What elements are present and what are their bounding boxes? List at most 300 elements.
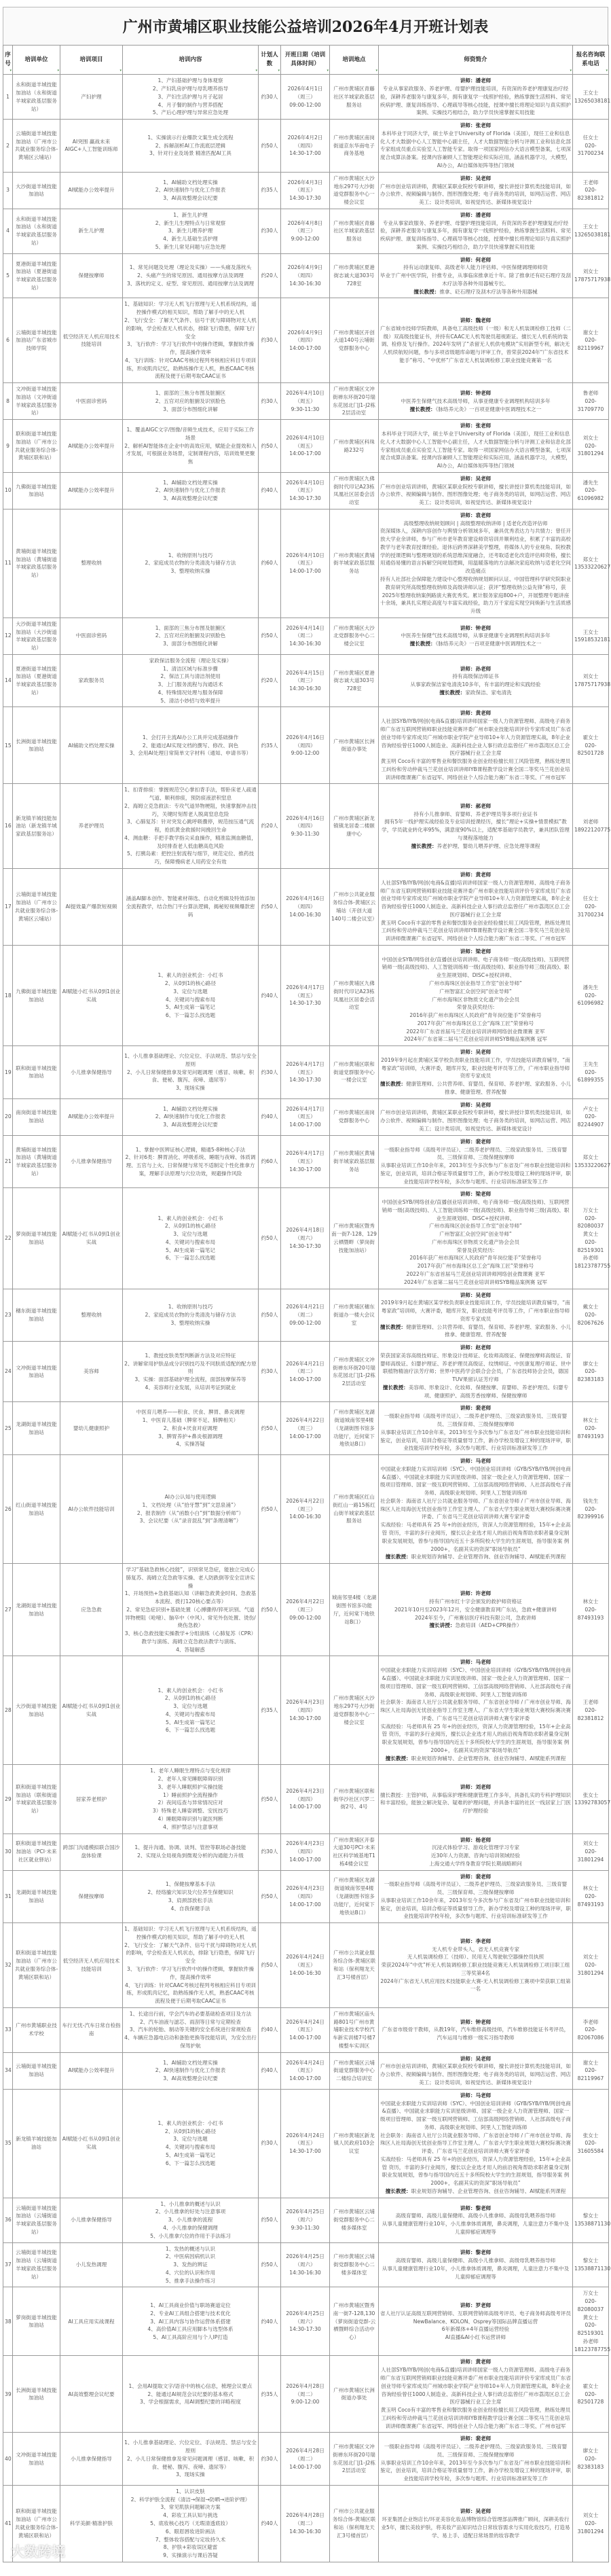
- teacher-bio-line: 省人社厅认证高级互联网营销师、互联网营销师高级考评员、电子商务师高级考评员: [380, 2310, 571, 2316]
- time-range: 14:00-16:30: [289, 1514, 321, 1520]
- training-location: 广州市黄埔区大沙地东297号大沙街道党群服务中心一楼会议室: [333, 1695, 375, 1725]
- content-item: 2、老年人常见睡眠障碍识别: [158, 1776, 223, 1783]
- cell-bio: [379, 1455, 573, 1564]
- cell-count: [259, 2242, 281, 2287]
- filter-dropdown-icon[interactable]: ▾: [57, 68, 59, 73]
- cell-seq: [3, 1289, 13, 1342]
- cell-contact: [573, 2052, 609, 2089]
- cell-contact: [573, 253, 609, 298]
- teacher-bio-line: 2022年广东省首届马兰花创业培训讲师网络创业微课赛 亚军: [406, 1271, 545, 1277]
- content-item: 3、定位与选题: [173, 988, 208, 995]
- cell-contact: [573, 120, 609, 173]
- cell-count: [259, 472, 281, 509]
- content-item: 学习“基础急救核心技能”，识别常见急症，能独立完成心肺复苏、海姆立克急救等实操、老人防跌倒等安全宣讲实操: [126, 1567, 255, 1589]
- teacher-bio-line: 社会职务：海南省人社厅公共就业服务导师、广东省创业导师 / 广州市创业导师、海珠区人社局海创无忧创业指导工作室主理人、广东省大学生职业规划大赛校际赛决赛评委、广东省马兰花创业培训讲师大赛专家评委: [380, 1699, 571, 1721]
- teacher-name: 讲师：裴老师: [460, 2435, 492, 2442]
- contact-line: 林女士: [582, 1598, 599, 1605]
- content-item: 3、心肺复苏：针对突发心跳呼吸骤停，规范按压通气流程，抢抓黄金救援时间挽回生命: [126, 819, 255, 834]
- content-item: 2、讲解常用护肤品成分识别技巧及不同肤质适配的配方原则: [124, 1360, 257, 1375]
- cell-bio: [379, 472, 573, 509]
- training-unit: 龙湖街道羊城技能加油站: [16, 1421, 57, 1435]
- cell-location: [330, 1833, 379, 1870]
- column-header-location[interactable]: [330, 46, 379, 75]
- training-unit: 大沙街道羊城技能加油站: [16, 183, 57, 198]
- weekday: （周四）: [295, 1893, 316, 1899]
- cell-content: [123, 2007, 259, 2052]
- content-item: 6、下一篇怎么找选题: [165, 2160, 216, 2166]
- cell-content: [123, 1564, 259, 1656]
- content-item: 1、素人的创业机会：小红书: [158, 972, 223, 979]
- content-item: 2、小儿日常保健推拿及常见问题调理（感冒、咳嗽、积食、便秘、腹泻、夜啼、遗尿等）: [126, 1069, 255, 1084]
- teacher-name: 讲师：孙老师: [460, 665, 492, 672]
- weekday: （周五）: [295, 992, 316, 999]
- start-date: 2026年4月21日: [286, 1360, 325, 1367]
- cell-location: [330, 509, 379, 618]
- teacher-name: 讲师：马老师: [460, 1659, 492, 1666]
- training-unit: 云埔街道羊城技能加油站（广州市公共就业服务综合体-黄埔区云埔站）: [14, 130, 58, 161]
- column-header-count[interactable]: [259, 46, 281, 75]
- cell-content: [123, 618, 259, 654]
- filter-dropdown-icon[interactable]: ▾: [327, 68, 329, 73]
- contact-line: 张女士: [582, 2132, 599, 2139]
- training-location: 广州市黄埔区新龙镇镇龙居委二楼颐康中心: [333, 815, 375, 838]
- cell-date: [281, 472, 330, 509]
- weekday: （周五）: [295, 187, 316, 194]
- training-unit: 云埔街道羊城技能加油站: [16, 2063, 57, 2078]
- cell-location: [330, 1765, 379, 1833]
- time-range: 14:00-17:00: [289, 450, 321, 457]
- column-header-contact[interactable]: [573, 46, 609, 75]
- training-unit: 大沙街道羊城技能加油站: [16, 1703, 57, 1717]
- training-project: AI赋能小红书从0到1创业实战: [62, 1703, 121, 1717]
- cell-contact: [573, 2242, 609, 2287]
- contact-line: 82501728: [577, 750, 604, 757]
- training-unit: 永和街道羊城技能加油站（永和街道羊城家政基层服务站）: [16, 215, 57, 246]
- cell-seq: [3, 509, 13, 618]
- teacher-name: 讲师：黎老师: [460, 2249, 492, 2256]
- teacher-bio-line: 上海交通大学终身教育学院长期战略顾问: [429, 1860, 522, 1867]
- cell-seq: [3, 2242, 13, 2287]
- filter-dropdown-icon[interactable]: ▾: [570, 68, 572, 73]
- training-location: 广州市黄埔区暨秀南一街7-128,130（萝岗街道党群-云栖暨畔综合活动中心）: [332, 2302, 376, 2341]
- column-header-bio[interactable]: [379, 46, 573, 75]
- teacher-bio-line: 持有运动康复师、高级老年人能力评估师、中医保健调理师师资: [403, 264, 548, 271]
- cell-seq: [3, 472, 13, 509]
- contact-line: 020-: [585, 2067, 597, 2074]
- contact-line: 31801294: [577, 2528, 604, 2535]
- cell-bio: [379, 2485, 573, 2562]
- training-project: 居家养老照护: [75, 1795, 107, 1802]
- table-body: [3, 75, 609, 2562]
- cell-unit: [13, 2007, 60, 2052]
- training-location: 广州市黄埔区庙头路801号广州市黄埔职业技术学校汽车新实训楼7号楼7楼整车实训区: [333, 2010, 375, 2049]
- contact-line: 020-: [585, 442, 597, 449]
- content-item: 1、素人的创业机会：小红书: [158, 1215, 223, 1221]
- cell-date: [281, 1289, 330, 1342]
- training-project: 产妇护理: [81, 93, 102, 100]
- cell-date: [281, 1765, 330, 1833]
- row-number: 37: [5, 2261, 12, 2268]
- teacher-bio-line: 本科毕业于同济大学，硕士毕业于University of Florida（美国），现任工业和信息化人才大数据中心人工智能中心副主任，人才大数据智能分析与评测工业和信息化部专家组成员重点实验室人工智能专家。取得一项国家网信办大语言模型备案，七项深度合成算法备案。授课内容兼顾人工智能理论和实际应用，涵盖机器学习，大模型，AI办公，AI自媒体矩阵等热门领域: [380, 130, 571, 168]
- weekday: （周五）: [295, 1962, 316, 1969]
- content-item: 2、保洁工具与清洁剂使用: [160, 673, 221, 680]
- column-header-label: 培训内容: [179, 56, 202, 63]
- contact-line: 020-: [585, 2026, 597, 2033]
- cell-content: [123, 2242, 259, 2287]
- teacher-bio-line: 毕业于广州中医学院，针推专业，从事临床推拿近十年。除了推拿还有砭石理疗及刮木疗法等各种外用器械专长。: [380, 272, 571, 287]
- cell-location: [330, 1046, 379, 1099]
- teacher-bio-line: 荣誉及获奖经历:: [456, 1247, 495, 1253]
- time-range: 14:30-17:30: [289, 2326, 321, 2333]
- cell-content: [123, 209, 259, 253]
- cell-seq: [3, 784, 13, 869]
- content-item: 4、小儿推拿的保健调理: [163, 2224, 218, 2231]
- planned-count: 约40人: [261, 487, 278, 494]
- cell-count: [259, 618, 281, 654]
- cell-count: [259, 420, 281, 473]
- contact-line: 孙老师: [582, 1255, 599, 1262]
- time-range: 9:30-11:30: [291, 2224, 320, 2231]
- cell-count: [259, 1455, 281, 1564]
- cell-project: [60, 1046, 123, 1099]
- training-unit: 红山街道羊城技能加油站: [16, 1501, 57, 1516]
- contact-line: 82501728: [577, 2399, 604, 2405]
- contact-line: 张女士: [582, 1791, 599, 1798]
- weekday: （周四）: [295, 823, 316, 829]
- training-project: 养老护理员: [78, 823, 105, 829]
- cell-unit: [13, 1656, 60, 1765]
- cell-content: [123, 509, 259, 618]
- table-row: [3, 869, 609, 946]
- teacher-bio-line: 从事职业培训工作10余年来，2013年至今多次参与广东省及广州市职业技能培训和鉴定，创业培训，培训合格证等质量督导工作，新办学校及增设工种的现场评审，职业技能培训学校年检，多次参与题库、行业培训标准研发等工作: [380, 1429, 571, 1452]
- filter-dropdown-icon[interactable]: ▾: [10, 68, 12, 73]
- teacher-bio-line: 专业从事家政服务、养老护理、母婴护理技能培训，有资深的养老护理康复治疗经验，深耕养老服务与康复多年，拥有康复学一线照护经验，熟练掌握生活照料、常见疾病护理、康复训练指导、心理疏导等核心技能，授课中擅长将理论知识与真实照护案例、实操技巧相结合，助力学员快速掌握实用技能: [380, 86, 571, 116]
- contact-line: 万女士: [582, 1206, 599, 1213]
- cell-contact: [573, 2007, 609, 2052]
- cell-location: [330, 618, 379, 654]
- cell-location: [330, 945, 379, 1045]
- cell-project: [60, 2356, 123, 2433]
- row-number: 25: [5, 1425, 12, 1431]
- teacher-name: 讲师：潘老师: [460, 211, 492, 218]
- cell-seq: [3, 253, 13, 298]
- content-item: 2、能通过AI规范会议纪要的基本格式: [147, 2391, 234, 2397]
- cell-seq: [3, 2485, 13, 2562]
- content-item: 3、发热的辨证: [173, 2261, 208, 2268]
- content-item: 1、AI工具商业价值与职场赛道定位: [150, 2302, 231, 2308]
- cell-content: [123, 2485, 259, 2562]
- content-item: 5、AI生成第一篇笔记: [165, 1247, 215, 1253]
- cell-unit: [13, 2089, 60, 2198]
- cell-seq: [3, 1656, 13, 1765]
- content-item: 3、上门服务流程与沟通话术: [158, 681, 223, 688]
- weekday: （周六）: [295, 2318, 316, 2325]
- teacher-name: 讲师：张老师: [460, 423, 492, 429]
- time-range: 14:00-17:00: [289, 1856, 321, 1863]
- teacher-bio-line: 高级整理收纳规划顾问 | 高级整理收纳讲师 | 适老化改造评估师: [403, 520, 548, 526]
- teacher-specialty: 擅长教授：家政保洁、家电清洗: [439, 689, 512, 696]
- contact-line: 13265038181: [574, 97, 611, 104]
- training-unit: 广州市黄埔职业技术学校: [16, 2022, 57, 2037]
- training-project: AI赋能办公效率提升: [68, 487, 115, 494]
- teacher-bio-line: 从事家政保洁家电清洗10多年，有丰富的理论和实践经验: [410, 681, 541, 688]
- content-item: 4、关键词与搜索布局: [165, 996, 216, 1003]
- content-item: 1、发热的概述与认识: [165, 2245, 216, 2252]
- cell-unit: [13, 2052, 60, 2089]
- cell-unit: [13, 2485, 60, 2562]
- contact-line: 18123787755: [574, 2346, 611, 2353]
- cell-project: [60, 2485, 123, 2562]
- content-item: 3、面部分布图细化讲解: [163, 406, 218, 412]
- training-location: 广州市黄埔区云埔街道党群服务中心二楼综合培训室: [333, 2059, 375, 2082]
- cell-project: [60, 1135, 123, 1188]
- row-number: 36: [5, 2217, 12, 2223]
- contact-line: 31709770: [577, 406, 604, 412]
- teacher-bio-line: 广东省市级骨干教师，从教19年，汽车维修高级技师，汽车维修技能证书考评员，汽车运用与维修一级实习指导教师: [382, 2026, 570, 2041]
- teacher-bio-line: 2019年9月起在黄埔区某学校负责职业技能培训工作，学员技能培训教育辅导，“南粤家政”培训师，大赛评委，题库开发，职业技能考评员等工作，广州市职业指导师资库专家成员: [381, 1300, 570, 1322]
- cell-count: [259, 945, 281, 1045]
- training-unit: 夏港街道羊城技能加油站（夏港街道羊城家政基层服务站）: [16, 665, 57, 696]
- cell-project: [60, 472, 123, 509]
- teacher-bio-line: 广州市创业培训讲师，黄埔区某职业院校专职讲师，擅长讲授计算机类技能培训，如办公软件、视频编辑与制作、图形图像处理；电子商务类的培训，如网店运营、网店美工；设计类培训，如视觉传达、新媒体视觉设计: [380, 183, 571, 206]
- cell-bio: [379, 1564, 573, 1656]
- cell-date: [281, 2433, 330, 2486]
- content-item: 1、素人的创业机会：小红书: [158, 1687, 223, 1694]
- training-project: 美容师: [84, 1368, 99, 1375]
- weekday: （周三）: [295, 1425, 316, 1431]
- teacher-name: 讲师：刘老师: [460, 1783, 492, 1790]
- cell-content: [123, 1098, 259, 1135]
- contact-line: 钱先生: [582, 1497, 599, 1504]
- content-item: 2、汽车油液与滤芯、雨刮等日常与定期检查: [139, 2018, 242, 2025]
- column-header-content[interactable]: [123, 46, 259, 75]
- cell-date: [281, 1098, 330, 1135]
- cell-content: [123, 654, 259, 707]
- planned-count: 约50人: [261, 142, 278, 149]
- planned-count: 约50人: [261, 1606, 278, 1613]
- teacher-bio-line: 环亚集团企业饱店长/环亚美容化妆品博物馆综合管理部品牌推广顾问，深耕美妆行业5年，擅长美妆护肤，将美妆产品知识结合日常妆容需求与实用化妆技巧，打造易学、易上手、适配日常场景的妆容教学: [381, 2516, 570, 2539]
- cell-bio: [379, 1342, 573, 1402]
- planned-count: 约30人: [261, 337, 278, 344]
- teacher-bio-line: 中国创业SYB/网络创业/直播创业培训讲师、电子商务师一级(高级技师)、互联网营销师一级(高级技师)、人工智能训练师一级(高级技师)、职业指导师三级(高级)、职业生涯规划师、DISC+授权讲师、: [382, 956, 570, 979]
- start-date: 2026年4月28日: [286, 2448, 325, 2454]
- table-row: [3, 1765, 609, 1833]
- content-item: 5、新生儿常见问题与应急处理: [155, 243, 226, 250]
- filter-dropdown-icon[interactable]: ▾: [255, 68, 257, 73]
- cell-seq: [3, 1455, 13, 1564]
- planned-count: 约20人: [261, 823, 278, 829]
- cell-bio: [379, 1188, 573, 1289]
- cell-seq: [3, 1923, 13, 2008]
- cell-seq: [3, 1833, 13, 1870]
- contact-line: 82119967: [577, 2075, 604, 2082]
- table-row: [3, 1870, 609, 1923]
- start-date: 2026年4月9日: [287, 329, 323, 336]
- planned-count: 约40人: [261, 992, 278, 999]
- content-item: 3、定位与选题: [173, 2136, 208, 2143]
- row-number: 23: [5, 1311, 12, 1318]
- teacher-bio-line: 持有高级保洁师证书: [452, 673, 499, 680]
- time-range: 14:00-17:00: [289, 1433, 321, 1439]
- start-date: 2026年4月23日: [286, 1787, 325, 1794]
- content-item: 2、专业AI工具组合搭建与技术优化: [150, 2310, 231, 2316]
- column-header-project[interactable]: [60, 46, 123, 75]
- column-header-seq[interactable]: [3, 46, 13, 75]
- cell-date: [281, 383, 330, 420]
- filter-dropdown-icon[interactable]: ▾: [278, 68, 280, 73]
- teacher-bio-line: 荣获国家美容高级技师证、形象设计技师证、化妆师高级证、保健按摩师高级证、育婴师高级证、妇婴护理证、养老护理员高级证、纹绣师证、中医康复理疗师证、世中联植物精油疗法芳疗师；世界中医药学会联合会会员，广东省技师协会会员，德国TUV果留认证芳疗师: [380, 1352, 571, 1383]
- cell-count: [259, 75, 281, 120]
- training-location: 广州市黄埔区南岗街道京东华南电子商务基地: [333, 134, 375, 157]
- cell-location: [330, 784, 379, 869]
- row-number: 2: [6, 142, 10, 149]
- column-header-unit[interactable]: [13, 46, 60, 75]
- training-location: 广州市黄埔区龙湖街道城南邻里4楼（龙湖街图书馆多功能厅，近何棠下地铁站B口）: [333, 1877, 375, 1916]
- content-item: 6、下一篇怎么找选题: [165, 1255, 216, 1262]
- contact-line: 戴女士: [582, 1304, 599, 1310]
- planned-count: 约20人: [261, 677, 278, 684]
- cell-date: [281, 2356, 330, 2433]
- cell-unit: [13, 1833, 60, 1870]
- teacher-name: 讲师：梁老师: [460, 948, 492, 954]
- cell-date: [281, 707, 330, 784]
- cell-seq: [3, 1402, 13, 1455]
- cell-unit: [13, 1098, 60, 1135]
- time-range: 14:30-16:30: [289, 2269, 321, 2276]
- content-item: 2、飞行安全：了解天气条件、信号干扰与障碍物对无人机的影响，学会检查无人机状态，排除飞行隐患，保障飞行安全: [124, 317, 257, 340]
- table-row: [3, 1564, 609, 1656]
- planned-count: 约30人: [261, 2140, 278, 2147]
- row-number: 41: [5, 2520, 12, 2527]
- weekday: （周三）: [295, 228, 316, 234]
- filter-dropdown-icon[interactable]: ▾: [606, 68, 608, 73]
- teacher-bio-line: 2021年10月至2023年12月，安全健康教育网广东站，急救+健康讲师: [394, 1606, 557, 1613]
- cell-project: [60, 509, 123, 618]
- planned-count: 约50人: [261, 1311, 278, 1318]
- cell-project: [60, 2007, 123, 2052]
- training-location: 广州市黄埔区黄埔街羊城家政基层服务站: [333, 1150, 375, 1173]
- contact-line: 卢女士: [582, 1105, 599, 1112]
- cell-unit: [13, 75, 60, 120]
- content-item: 4、特殊情况处理与服务保障: [158, 689, 223, 696]
- cell-bio: [379, 120, 573, 173]
- teacher-bio-line: 持有广州市红十字会颁发的救护师资格证: [429, 1598, 522, 1605]
- contact-line: 黄女士: [582, 2314, 599, 2321]
- cell-count: [259, 1342, 281, 1402]
- table-row: [3, 1833, 609, 1870]
- training-unit: 龙湖街道羊城技能加油站: [16, 1889, 57, 1903]
- cell-seq: [3, 2007, 13, 2052]
- start-date: 2026年4月28日: [286, 2382, 325, 2389]
- teacher-bio-line: 2022年广东省首届马兰花创业培训讲师网络创业微课赛 亚军: [406, 1028, 545, 1035]
- filter-dropdown-icon[interactable]: ▾: [375, 68, 377, 73]
- training-project: AI突围 赢战未来 AIGC+人工智能训练师: [64, 138, 118, 153]
- cell-bio: [379, 172, 573, 209]
- contact-line: 刘女士: [582, 673, 599, 680]
- training-unit: 九佛街道羊城技能加油站: [16, 988, 57, 1003]
- table-row: [3, 420, 609, 473]
- cell-project: [60, 1564, 123, 1656]
- cell-bio: [379, 75, 573, 120]
- planned-count: 约60人: [261, 1158, 278, 1165]
- teacher-specialty: 擅长教授：职业规划咨询辅导、企业管理咨询、创业咨询辅导、AI赋能系列课程: [385, 2187, 566, 2194]
- content-item: 1、长途出行前，学会汽车的必要基础检查项目及方法: [129, 2010, 252, 2017]
- row-number: 15: [5, 742, 12, 749]
- contact-line: 谢女士: [582, 329, 599, 336]
- content-item: 3、老年人睡眠照护实操技能: [158, 1783, 223, 1790]
- cell-project: [60, 383, 123, 420]
- content-item: 6、下一篇怎么找选题: [165, 1012, 216, 1019]
- row-number: 10: [5, 487, 12, 494]
- cell-count: [259, 2433, 281, 2486]
- teacher-bio-line: 人社部SYB/IYB/网创(电商&直播)培训讲师国家一级人力资源管理师、高级电子商务师广东省互联网营销师职业技能竞赛评委广州市职业技能培训评价专家库成员广东省创业导师专家库成员广州城市职业学院产业导师10+年人力资源管理实战，8年企业咨询经验曾任1000人制造业、高新科技企业人事行政总监曾任广州市荔湾区总工会医疗器械行业工会主席: [380, 2367, 571, 2405]
- content-item: 1、扣背排痰：掌握规范空心掌扣背手法，帮卧床老人疏通气道、顺利排痰，预防痰液淤积窒息: [124, 787, 257, 802]
- training-unit: 九佛街道羊城技能加油站: [16, 483, 57, 498]
- contact-line: 020-: [585, 1368, 597, 1375]
- contact-line: 020-: [585, 2455, 597, 2462]
- training-project: 新生儿护理: [78, 228, 105, 234]
- content-item: 5、小儿推拿穴位的作用于手法练习: [150, 2232, 231, 2239]
- contact-line: 霍女士: [582, 734, 599, 740]
- cell-count: [259, 2052, 281, 2089]
- teacher-bio-line: 广州智富汇众创空间“创业导师”: [439, 1231, 512, 1238]
- cell-contact: [573, 1046, 609, 1099]
- column-header-label: 师资简介: [464, 56, 487, 63]
- cell-unit: [13, 509, 60, 618]
- content-item: 4、照护禁忌与注意事项: [163, 1823, 218, 1830]
- content-item: 中医育儿喂养——积食、厌食、脾胃、鼻炎调理: [136, 1409, 245, 1416]
- training-unit: 黄埔街道羊城技能加油站（黄埔街道羊城家政基层服务站）: [16, 1146, 57, 1177]
- teacher-name: 讲师：许老师: [460, 1590, 492, 1597]
- training-location: 广州市黄埔区九佛街时代印记A23栋凤凰社区居委会活动室: [333, 475, 375, 506]
- content-item: 家政保洁服务全流程（理论及实操）: [149, 657, 232, 664]
- cell-contact: [573, 2356, 609, 2433]
- contact-line: 31700234: [577, 150, 604, 157]
- time-range: 14:30-17:30: [289, 195, 321, 202]
- cell-date: [281, 1923, 330, 2008]
- cell-project: [60, 1870, 123, 1923]
- training-project: 保健按摩师: [78, 272, 105, 279]
- content-item: 1、小儿推拿的概述与认识: [160, 2200, 221, 2207]
- cell-content: [123, 253, 259, 298]
- content-item: 3、定位与选题: [173, 1703, 208, 1710]
- contact-line: 刘女士: [582, 434, 599, 441]
- row-number: 40: [5, 2455, 12, 2462]
- cell-unit: [13, 253, 60, 298]
- cell-location: [330, 1342, 379, 1402]
- cell-contact: [573, 1656, 609, 1765]
- teacher-bio-line: 2024年广东省无人机应用技术技能职业大赛-无人机装调检修工赛项中荣获职工组第一名: [380, 1978, 571, 1992]
- filter-dropdown-icon[interactable]: ▾: [119, 68, 122, 73]
- cell-seq: [3, 383, 13, 420]
- teacher-name: 讲师：潘老师: [460, 77, 492, 84]
- column-header-date[interactable]: [281, 46, 330, 75]
- content-item: 1、会用AI提取文字/语音中的核心信息，梳理会议要点: [128, 2382, 253, 2389]
- contact-line: 020-: [585, 2298, 597, 2305]
- cell-count: [259, 1765, 281, 1833]
- table-row: [3, 2007, 609, 2052]
- content-item: 2、从0到1的核心路径: [164, 1695, 217, 1702]
- weekday: （周五）: [295, 1113, 316, 1120]
- training-project: 婴幼儿健康照护: [73, 1425, 110, 1431]
- start-date: 2026年4月21日: [286, 1304, 325, 1310]
- row-number: 16: [5, 823, 12, 829]
- cell-location: [330, 209, 379, 253]
- teacher-bio-line: 2016年获广州市海珠区人民政府“青年岗位能手”荣誉称号: [409, 1255, 542, 1262]
- cell-date: [281, 945, 330, 1045]
- teacher-bio-line: 中医养生保健气技术高级导师，从事亚健康专业调理机构培训多年: [401, 632, 551, 639]
- time-range: 14:30-17:00: [289, 1715, 321, 1721]
